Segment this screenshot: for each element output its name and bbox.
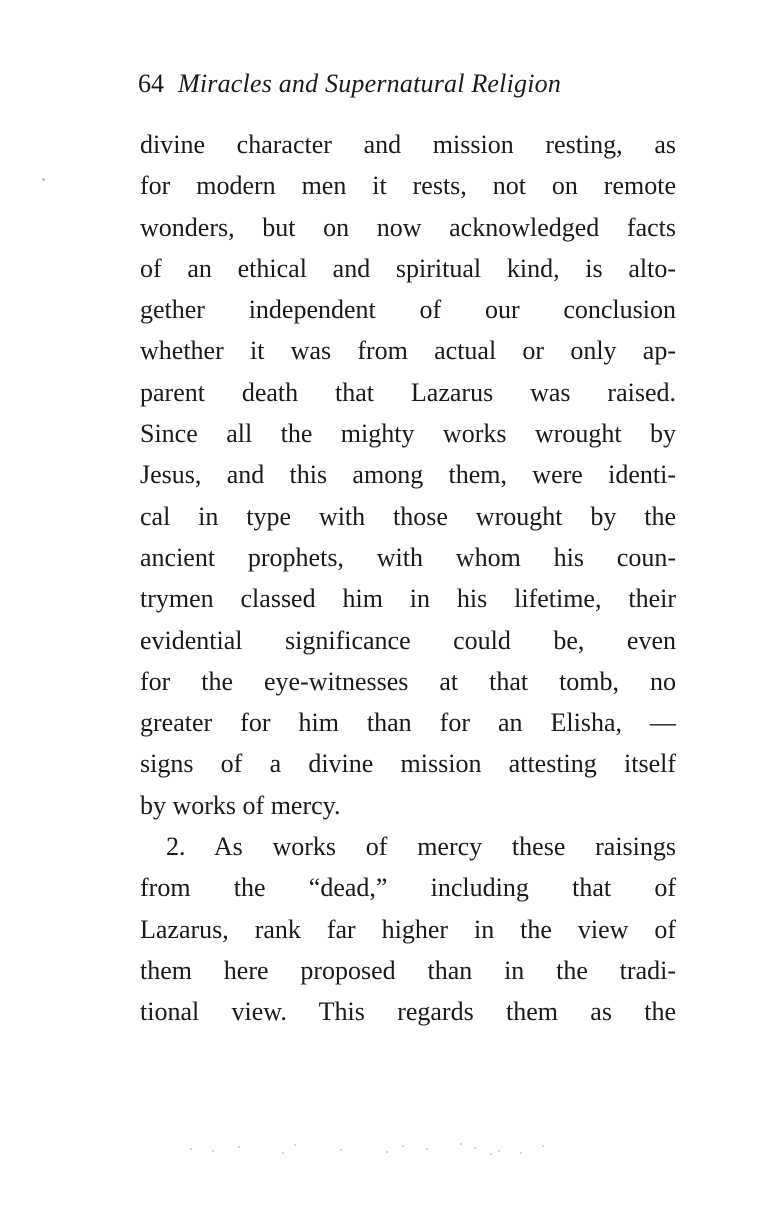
text-line: of an ethical and spiritual kind, is alto- bbox=[140, 253, 676, 283]
text-line: Lazarus, rank far higher in the view of bbox=[140, 914, 676, 944]
text-line: gether independent of our conclusion bbox=[140, 295, 676, 325]
scan-speck bbox=[42, 178, 45, 181]
text-line: evidential significance could be, even bbox=[140, 625, 676, 655]
text-line: wonders, but on now acknowledged facts bbox=[140, 212, 676, 242]
text-line: parent death that Lazarus was raised. bbox=[140, 377, 676, 407]
text-line: Jesus, and this among them, were identi- bbox=[140, 460, 676, 490]
text-line: tional view. This regards them as the bbox=[140, 997, 676, 1027]
text-line: them here proposed than in the tradi- bbox=[140, 955, 676, 985]
paragraph-end-line: by works of mercy. bbox=[140, 790, 341, 820]
text-line: trymen classed him in his lifetime, their bbox=[140, 584, 676, 614]
page-number: 64 bbox=[138, 69, 164, 98]
running-title: Miracles and Supernatural Religion bbox=[178, 69, 562, 98]
text-line: for modern men it rests, not on remote bbox=[140, 171, 676, 201]
text-line: Since all the mighty works wrought by bbox=[140, 419, 676, 449]
text-line: ancient prophets, with whom his coun- bbox=[140, 542, 676, 572]
text-line: signs of a divine mission attesting itself bbox=[140, 749, 676, 779]
text-line: divine character and mission resting, as bbox=[140, 130, 676, 159]
paragraph-start-line: 2. As works of mercy these raisings bbox=[166, 832, 676, 862]
body-text bbox=[140, 124, 676, 1033]
text-line: greater for him than for an Elisha, — bbox=[140, 708, 676, 738]
text-line: from the “dead,” including that of bbox=[140, 873, 676, 903]
scan-noise bbox=[190, 1140, 550, 1158]
running-header bbox=[138, 64, 678, 104]
text-line: whether it was from actual or only ap- bbox=[140, 336, 676, 366]
text-line: cal in type with those wrought by the bbox=[140, 501, 676, 531]
text-line: for the eye-witnesses at that tomb, no bbox=[140, 666, 676, 696]
